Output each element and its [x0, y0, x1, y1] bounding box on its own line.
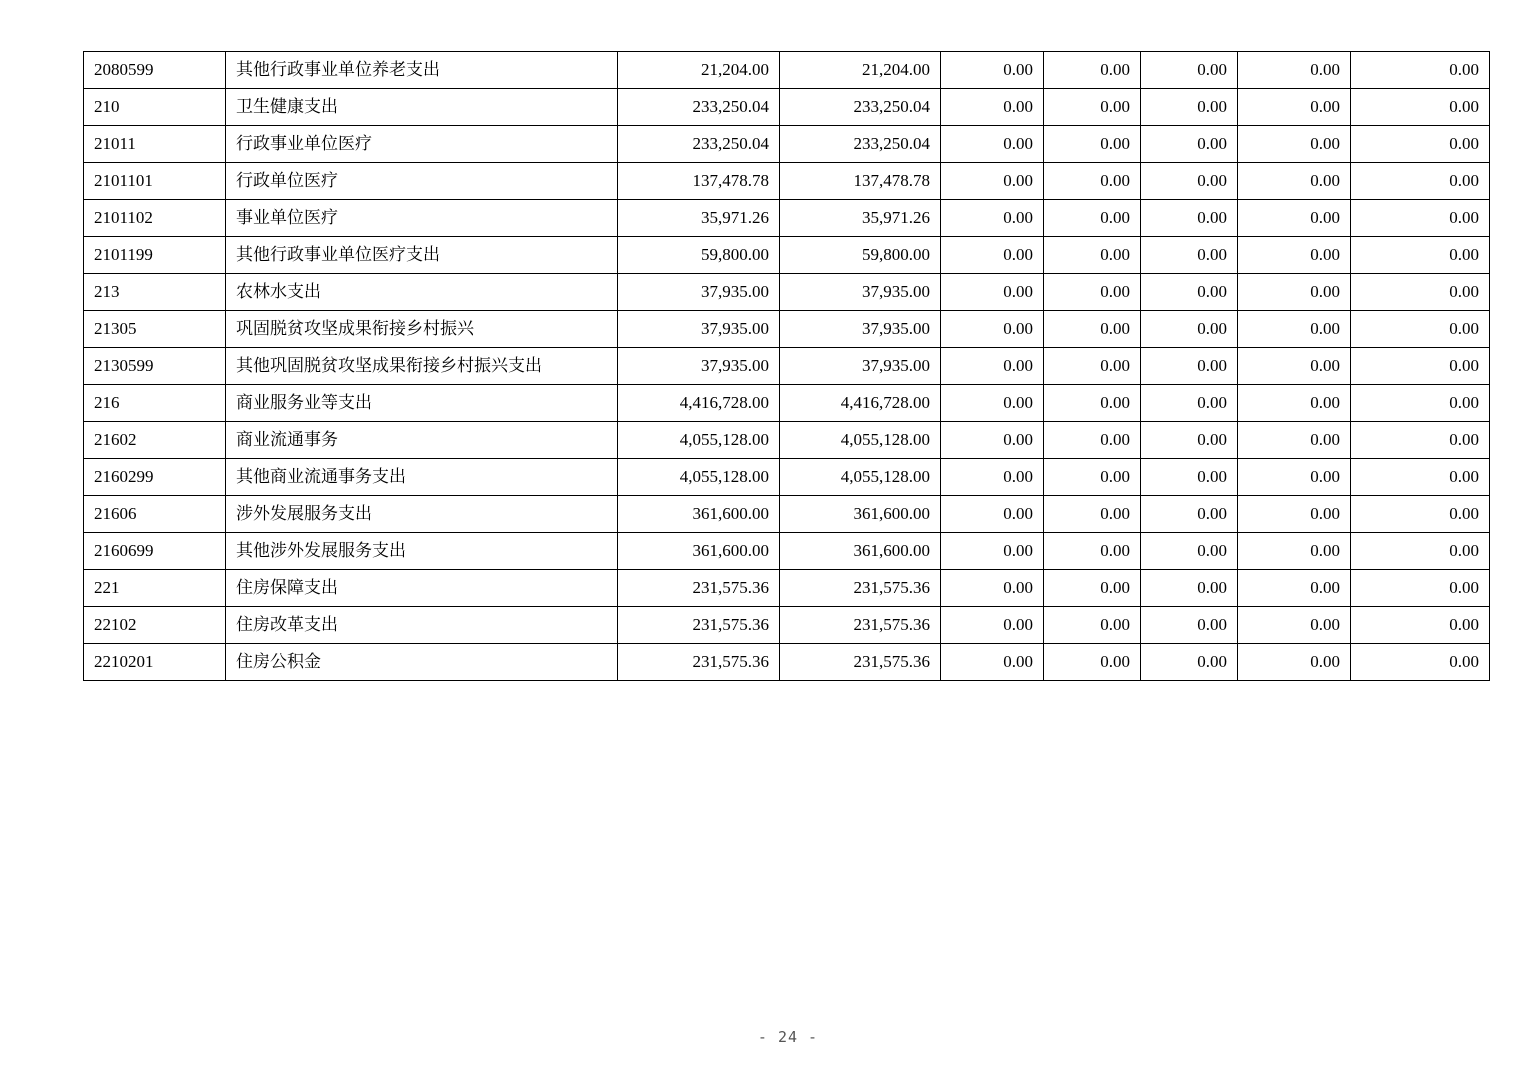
row-value-6: 0.00: [1238, 274, 1351, 311]
row-code: 21011: [84, 126, 226, 163]
table-row: [84, 89, 1490, 126]
row-value-2: 59,800.00: [780, 237, 941, 274]
row-value-2: 37,935.00: [780, 348, 941, 385]
row-value-7: 0.00: [1351, 459, 1490, 496]
row-name: 巩固脱贫攻坚成果衔接乡村振兴: [226, 311, 618, 348]
row-code: 213: [84, 274, 226, 311]
row-value-6: 0.00: [1238, 570, 1351, 607]
row-value-7: 0.00: [1351, 348, 1490, 385]
row-value-7: 0.00: [1351, 274, 1490, 311]
row-value-6: 0.00: [1238, 237, 1351, 274]
row-value-2: 4,055,128.00: [780, 459, 941, 496]
row-value-1: 35,971.26: [618, 200, 780, 237]
table-row: [84, 237, 1490, 274]
table-row: [84, 533, 1490, 570]
row-value-1: 361,600.00: [618, 496, 780, 533]
row-value-2: 361,600.00: [780, 496, 941, 533]
row-name: 住房公积金: [226, 644, 618, 681]
row-value-2: 37,935.00: [780, 311, 941, 348]
table-row: [84, 200, 1490, 237]
row-name: 住房保障支出: [226, 570, 618, 607]
row-value-1: 231,575.36: [618, 644, 780, 681]
row-value-4: 0.00: [1044, 422, 1141, 459]
row-value-5: 0.00: [1141, 570, 1238, 607]
row-value-2: 233,250.04: [780, 89, 941, 126]
row-value-7: 0.00: [1351, 89, 1490, 126]
row-value-4: 0.00: [1044, 163, 1141, 200]
row-code: 2101101: [84, 163, 226, 200]
row-value-2: 231,575.36: [780, 607, 941, 644]
row-value-5: 0.00: [1141, 89, 1238, 126]
row-code: 2130599: [84, 348, 226, 385]
row-value-5: 0.00: [1141, 200, 1238, 237]
row-value-5: 0.00: [1141, 459, 1238, 496]
row-value-4: 0.00: [1044, 533, 1141, 570]
row-value-1: 4,055,128.00: [618, 459, 780, 496]
row-code: 221: [84, 570, 226, 607]
row-code: 21602: [84, 422, 226, 459]
row-value-1: 21,204.00: [618, 52, 780, 89]
row-value-6: 0.00: [1238, 533, 1351, 570]
row-name: 住房改革支出: [226, 607, 618, 644]
row-value-2: 4,055,128.00: [780, 422, 941, 459]
row-value-2: 37,935.00: [780, 274, 941, 311]
row-value-6: 0.00: [1238, 385, 1351, 422]
table-row: [84, 459, 1490, 496]
row-value-3: 0.00: [941, 533, 1044, 570]
row-value-7: 0.00: [1351, 607, 1490, 644]
row-name: 其他行政事业单位养老支出: [226, 52, 618, 89]
page-number: - 24 -: [757, 1028, 819, 1046]
budget-table: [83, 51, 1490, 681]
table-row: [84, 385, 1490, 422]
row-value-5: 0.00: [1141, 237, 1238, 274]
row-value-1: 361,600.00: [618, 533, 780, 570]
row-code: 21305: [84, 311, 226, 348]
row-value-4: 0.00: [1044, 459, 1141, 496]
row-value-3: 0.00: [941, 126, 1044, 163]
table-row: [84, 607, 1490, 644]
row-name: 商业服务业等支出: [226, 385, 618, 422]
row-value-7: 0.00: [1351, 422, 1490, 459]
row-name: 其他行政事业单位医疗支出: [226, 237, 618, 274]
row-value-3: 0.00: [941, 274, 1044, 311]
row-value-4: 0.00: [1044, 89, 1141, 126]
row-name: 行政事业单位医疗: [226, 126, 618, 163]
row-value-3: 0.00: [941, 52, 1044, 89]
row-value-4: 0.00: [1044, 311, 1141, 348]
row-value-7: 0.00: [1351, 163, 1490, 200]
row-name: 农林水支出: [226, 274, 618, 311]
row-code: 2101199: [84, 237, 226, 274]
row-value-4: 0.00: [1044, 126, 1141, 163]
row-value-3: 0.00: [941, 237, 1044, 274]
row-value-6: 0.00: [1238, 348, 1351, 385]
row-value-6: 0.00: [1238, 311, 1351, 348]
row-name: 其他巩固脱贫攻坚成果衔接乡村振兴支出: [226, 348, 618, 385]
row-value-5: 0.00: [1141, 533, 1238, 570]
row-name: 卫生健康支出: [226, 89, 618, 126]
table-row: [84, 496, 1490, 533]
row-value-1: 233,250.04: [618, 126, 780, 163]
table-row: [84, 570, 1490, 607]
row-value-4: 0.00: [1044, 570, 1141, 607]
row-code: 2160699: [84, 533, 226, 570]
row-value-1: 4,416,728.00: [618, 385, 780, 422]
row-value-7: 0.00: [1351, 644, 1490, 681]
budget-table-body: [84, 52, 1490, 681]
row-name: 涉外发展服务支出: [226, 496, 618, 533]
row-value-1: 231,575.36: [618, 607, 780, 644]
row-value-7: 0.00: [1351, 570, 1490, 607]
table-row: [84, 644, 1490, 681]
row-value-5: 0.00: [1141, 163, 1238, 200]
row-value-6: 0.00: [1238, 126, 1351, 163]
row-value-7: 0.00: [1351, 385, 1490, 422]
row-value-7: 0.00: [1351, 533, 1490, 570]
row-value-5: 0.00: [1141, 274, 1238, 311]
row-value-5: 0.00: [1141, 385, 1238, 422]
row-name: 商业流通事务: [226, 422, 618, 459]
row-value-2: 361,600.00: [780, 533, 941, 570]
row-code: 2101102: [84, 200, 226, 237]
row-value-7: 0.00: [1351, 200, 1490, 237]
row-value-1: 233,250.04: [618, 89, 780, 126]
row-value-3: 0.00: [941, 200, 1044, 237]
row-value-1: 37,935.00: [618, 274, 780, 311]
row-value-6: 0.00: [1238, 89, 1351, 126]
row-value-1: 137,478.78: [618, 163, 780, 200]
row-value-3: 0.00: [941, 311, 1044, 348]
row-name: 行政单位医疗: [226, 163, 618, 200]
row-value-3: 0.00: [941, 385, 1044, 422]
row-value-7: 0.00: [1351, 237, 1490, 274]
row-value-4: 0.00: [1044, 52, 1141, 89]
row-value-6: 0.00: [1238, 644, 1351, 681]
row-value-3: 0.00: [941, 570, 1044, 607]
row-name: 其他涉外发展服务支出: [226, 533, 618, 570]
row-value-5: 0.00: [1141, 496, 1238, 533]
row-value-1: 4,055,128.00: [618, 422, 780, 459]
row-value-5: 0.00: [1141, 311, 1238, 348]
row-value-1: 37,935.00: [618, 311, 780, 348]
row-value-6: 0.00: [1238, 200, 1351, 237]
row-value-4: 0.00: [1044, 496, 1141, 533]
row-value-7: 0.00: [1351, 496, 1490, 533]
row-value-2: 231,575.36: [780, 570, 941, 607]
row-value-4: 0.00: [1044, 385, 1141, 422]
row-code: 22102: [84, 607, 226, 644]
row-value-3: 0.00: [941, 163, 1044, 200]
row-value-3: 0.00: [941, 496, 1044, 533]
row-value-5: 0.00: [1141, 644, 1238, 681]
row-value-1: 231,575.36: [618, 570, 780, 607]
row-value-6: 0.00: [1238, 422, 1351, 459]
row-value-5: 0.00: [1141, 348, 1238, 385]
row-value-4: 0.00: [1044, 237, 1141, 274]
table-row: [84, 348, 1490, 385]
row-value-5: 0.00: [1141, 607, 1238, 644]
row-value-5: 0.00: [1141, 422, 1238, 459]
row-value-1: 37,935.00: [618, 348, 780, 385]
row-value-3: 0.00: [941, 607, 1044, 644]
table-row: [84, 311, 1490, 348]
table-row: [84, 422, 1490, 459]
row-code: 2080599: [84, 52, 226, 89]
row-value-7: 0.00: [1351, 52, 1490, 89]
row-code: 21606: [84, 496, 226, 533]
row-value-4: 0.00: [1044, 200, 1141, 237]
row-value-3: 0.00: [941, 348, 1044, 385]
row-value-5: 0.00: [1141, 126, 1238, 163]
row-value-5: 0.00: [1141, 52, 1238, 89]
row-value-3: 0.00: [941, 422, 1044, 459]
row-code: 2210201: [84, 644, 226, 681]
row-value-2: 231,575.36: [780, 644, 941, 681]
row-value-2: 35,971.26: [780, 200, 941, 237]
table-row: [84, 274, 1490, 311]
row-value-2: 21,204.00: [780, 52, 941, 89]
row-value-3: 0.00: [941, 459, 1044, 496]
row-value-6: 0.00: [1238, 459, 1351, 496]
row-value-2: 137,478.78: [780, 163, 941, 200]
row-value-4: 0.00: [1044, 348, 1141, 385]
row-name: 其他商业流通事务支出: [226, 459, 618, 496]
row-name: 事业单位医疗: [226, 200, 618, 237]
row-value-2: 4,416,728.00: [780, 385, 941, 422]
row-value-1: 59,800.00: [618, 237, 780, 274]
row-value-3: 0.00: [941, 89, 1044, 126]
row-value-4: 0.00: [1044, 274, 1141, 311]
row-code: 210: [84, 89, 226, 126]
table-row: [84, 163, 1490, 200]
table-row: [84, 52, 1490, 89]
row-value-4: 0.00: [1044, 644, 1141, 681]
row-value-4: 0.00: [1044, 607, 1141, 644]
row-code: 2160299: [84, 459, 226, 496]
row-value-6: 0.00: [1238, 607, 1351, 644]
row-code: 216: [84, 385, 226, 422]
row-value-6: 0.00: [1238, 163, 1351, 200]
row-value-6: 0.00: [1238, 52, 1351, 89]
table-row: [84, 126, 1490, 163]
row-value-7: 0.00: [1351, 311, 1490, 348]
row-value-2: 233,250.04: [780, 126, 941, 163]
row-value-3: 0.00: [941, 644, 1044, 681]
row-value-7: 0.00: [1351, 126, 1490, 163]
row-value-6: 0.00: [1238, 496, 1351, 533]
